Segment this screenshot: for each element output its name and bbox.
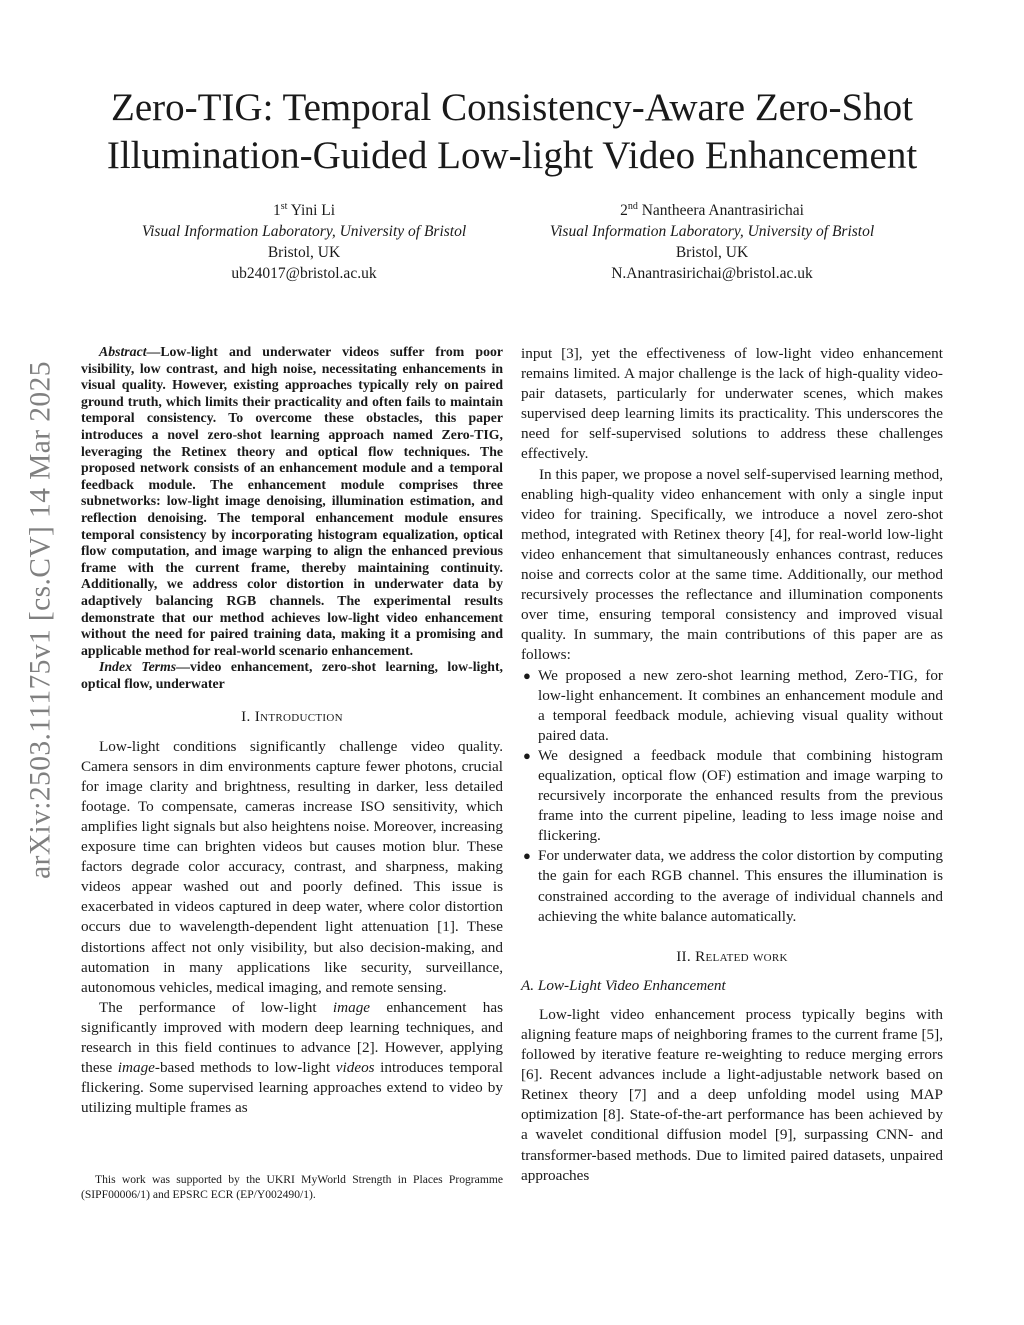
abstract-label: Abstract bbox=[99, 344, 147, 359]
index-terms bbox=[81, 659, 503, 692]
list-item: ● We designed a feedback module that combining histogram equalization, optical flow (OF) estimation and image warping to recursively incorporate the enhanced results from the previous frame into the current pipeline, leading to less image noise and flickering. bbox=[523, 746, 943, 845]
author-name: Nantheera Anantrasirichai bbox=[641, 202, 804, 219]
title-line-2: Illumination-Guided Low-light Video Enhancement bbox=[106, 134, 918, 177]
author-email: N.Anantrasirichai@bristol.ac.uk bbox=[611, 265, 813, 282]
author-location: Bristol, UK bbox=[267, 244, 341, 261]
abstract bbox=[81, 344, 503, 659]
author-location: Bristol, UK bbox=[675, 244, 749, 261]
list-item: ● We proposed a new zero-shot learning method, Zero-TIG, for low-light enhancement. It combines an enhancement module and a temporal feedback module, achieving visual quality without paired data. bbox=[523, 666, 943, 744]
title-line-1: Zero-TIG: Temporal Consistency-Aware Zero-Shot bbox=[111, 86, 913, 129]
author-block-2 bbox=[492, 200, 932, 284]
author-affiliation: Visual Information Laboratory, University of Bristol bbox=[141, 223, 467, 240]
funding-footnote: This work was supported by the UKRI MyWorld Strength in Places Programme (SIPF00006/1) and EPSRC ECR (EP/Y002490/1). bbox=[81, 1173, 503, 1201]
author-name-line: 1st Yini Li bbox=[272, 201, 336, 219]
footnote bbox=[81, 1172, 503, 1202]
arxiv-id-text: arXiv:2503.11175v1 [cs.CV] 14 Mar 2025 bbox=[24, 361, 57, 879]
abstract-text: —Low-light and underwater videos suffer from poor visibility, low contrast, and high noise, necessitating enhancements in visual quality. However, existing approaches typically rely on paired ground truth, which limits their practicality and often fails to maintain temporal consistency. To overcome these obstacles, this paper introduces a novel zero-shot learning approach named Zero-TIG, leveraging the Retinex theory and optical flow techniques. The proposed network consists of an enhancement module and a temporal feedback module. The enhancement module comprises three subnetworks: low-light image denoising, illumination estimation, and reflection denoising. The temporal enhancement module ensures temporal consistency by incorporating histogram equalization, optical flow computation, and image warping to align the enhanced previous frame with the current frame, thereby maintaining continuity. Additionally, we address color distortion in underwater data by adaptively balancing RGB channels. The experimental results demonstrate that our method achieves low-light video enhancement without the need for paired training data, making it a promising and applicable method for real-world scenario enhancement. bbox=[81, 344, 503, 658]
bullet-icon: ● bbox=[523, 848, 531, 864]
author-block-1 bbox=[84, 200, 524, 284]
intro-paragraph-1: Low-light conditions significantly challenge video quality. Camera sensors in dim environments capture fewer photons, crucial for image clarity and brightness, resulting in darker, less detailed footage. To compensate, cameras increase ISO sensitivity, which amplifies light signals but also heightens noise. Moreover, increasing exposure time can brighten videos but causes motion blur. These factors degrade color accuracy, contrast, and sharpness, making videos appear washed out and poorly defined. This issue is exacerbated in videos captured in deep water, where color distortion occurs due to wavelength-dependent light attenuation [1]. These distortions affect not only visibility, but also decision-making, and automation in many applications like security, surveillance, autonomous vehicles, medical imaging, and remote sensing. bbox=[81, 737, 503, 996]
right-column bbox=[521, 344, 943, 1186]
related-paragraph-1: Low-light video enhancement process typically begins with aligning feature maps of neighboring frames to the current frame [5], followed by iterative feature re-weighting to reduce merging errors [6]. Recent advances include a light-adjustable network based on Retinex theory [7] and a deep unfolding model using MAP optimization [8]. State-of-the-art performance has been achieved by a wavelet conditional diffusion model [9], surpassing CNN- and transformer-based methods. Due to limited paired datasets, unpaired approaches bbox=[521, 1005, 943, 1184]
author-name: Yini Li bbox=[290, 202, 336, 219]
section-heading-introduction: I. Introduction bbox=[241, 708, 343, 726]
paper-title bbox=[60, 84, 964, 180]
author-name-line: 2nd Nantheera Anantrasirichai bbox=[620, 201, 804, 219]
intro-paragraph-4: In this paper, we propose a novel self-supervised learning method, enabling high-quality video enhancement with only a single input video for training. Specifically, we introduce a novel zero-shot method, integrated with Retinex theory [4], for real-world low-light video enhancement that simultaneously enhances contrast, reduces noise and corrects color at the same time. Additionally, our method recursively processes the reflectance and illumination components over time, ensuring temporal consistency and improved visual quality. In summary, the main contributions of this paper are as follows: bbox=[521, 465, 943, 664]
contributions-list bbox=[521, 666, 943, 927]
index-terms-text: —video enhancement, zero-shot learning, low-light, optical flow, underwater bbox=[81, 659, 504, 691]
author-affiliation: Visual Information Laboratory, University of Bristol bbox=[549, 223, 875, 240]
left-column bbox=[81, 344, 503, 1118]
arxiv-identifier-stamp bbox=[6, 290, 76, 950]
index-terms-label: Index Terms bbox=[99, 659, 177, 675]
author-email: ub24017@bristol.ac.uk bbox=[231, 265, 377, 282]
bullet-icon: ● bbox=[523, 667, 531, 683]
bullet-icon: ● bbox=[523, 747, 531, 763]
intro-paragraph-3: input [3], yet the effectiveness of low-light video enhancement remains limited. A major challenge is the lack of high-quality video-pair datasets, particularly for underwater scenes, which makes supervised deep learning limits its practicality. This underscores the need for self-supervised solutions to address these challenges effectively. bbox=[521, 345, 943, 463]
list-item: ● For underwater data, we address the color distortion by computing the gain for each RGB channel. This ensures the illumination is constrained according to the average of individual channels and achieving the white balance automatically. bbox=[523, 847, 943, 925]
section-heading-related-work: II. Related work bbox=[676, 947, 788, 965]
subsection-heading: A. Low-Light Video Enhancement bbox=[521, 976, 726, 994]
intro-paragraph-2: The performance of low-light image enhancement has significantly improved with modern deep learning techniques, and research in this field continues to advance [2]. However, applying these image-based methods to low-light videos introduces temporal flickering. Some supervised learning approaches extend to video by utilizing multiple frames as bbox=[81, 998, 503, 1117]
